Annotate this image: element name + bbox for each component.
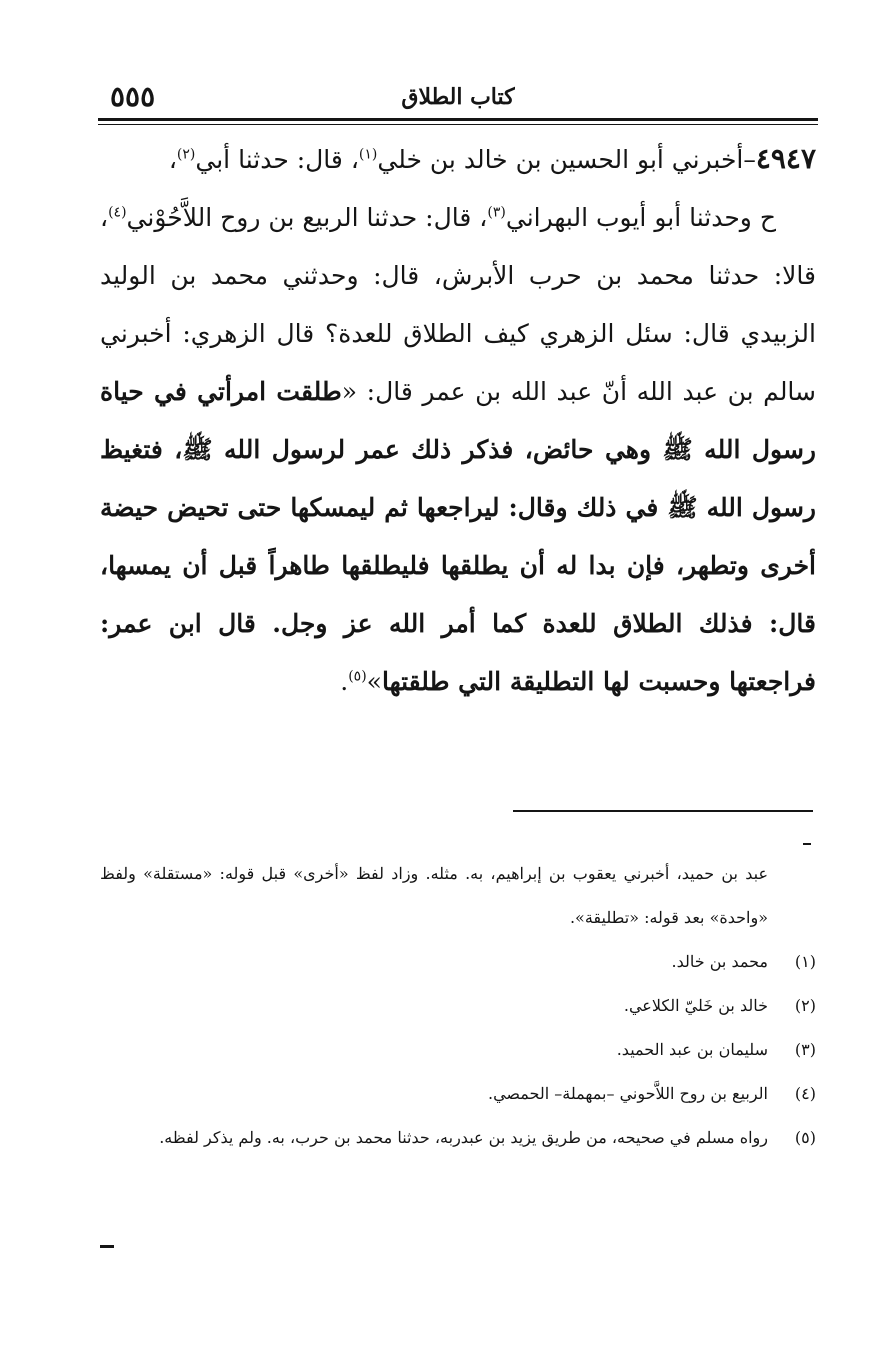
footnote-text: خالد بن خَليّ الكلاعي. bbox=[623, 996, 768, 1015]
footnote-ref-5: (٥) bbox=[348, 668, 367, 685]
footnote-ref-3: (٣) bbox=[487, 204, 506, 221]
hadith-opening bbox=[100, 130, 816, 189]
isnad-part-2: ، قال: حدثنا أبي bbox=[195, 145, 359, 174]
footnote-text: الربيع بن روح اللاَّحوني –بمهملة– الحمصي. bbox=[488, 1084, 768, 1103]
quote-close: » bbox=[366, 667, 382, 696]
footnote-continuation-mark bbox=[803, 843, 811, 845]
footnote-5 bbox=[100, 1116, 816, 1160]
footnote-continuation: عبد بن حميد، أخبرني يعقوب بن إبراهيم، به. مثله. وزاد لفظ «أخرى» قبل قوله: «مستقلة» ولفظ «واحدة» بعد قوله: «تطليقة». bbox=[100, 864, 768, 927]
footnote-mark: (١) bbox=[794, 952, 816, 971]
footnote-2 bbox=[100, 984, 816, 1028]
isnad-part-1: –أخبرني أبو الحسين بن خالد بن خلي bbox=[377, 145, 756, 174]
chapter-title: كتاب الطلاق bbox=[401, 84, 515, 110]
footnote-3 bbox=[100, 1028, 816, 1072]
header-rule-thick bbox=[98, 118, 818, 121]
isnad-part-4: ح وحدثنا أبو أيوب البهراني bbox=[505, 203, 776, 232]
running-header bbox=[100, 80, 816, 114]
header-rule-thin bbox=[98, 124, 818, 125]
footnote-4 bbox=[100, 1072, 816, 1116]
page-bottom-mark bbox=[100, 1245, 114, 1248]
isnad-part-5: ، قال: حدثنا الربيع بن روح اللاَّحُوْني bbox=[126, 203, 488, 232]
footnote-ref-4: (٤) bbox=[108, 204, 127, 221]
page-number: ٥٥٥ bbox=[110, 80, 156, 113]
footnote-text: سليمان بن عبد الحميد. bbox=[616, 1040, 768, 1059]
footnote-text: محمد بن خالد. bbox=[671, 952, 768, 971]
footnote-mark: (٤) bbox=[794, 1084, 816, 1103]
matn-text: طلقت امرأتي في حياة رسول الله ﷺ وهي حائض، فذكر ذلك عمر لرسول الله ﷺ، فتغيظ رسول الله ﷺ في ذلك وقال: ليراجعها ثم ليمسكها حتى تحيض حيضة أخرى وتطهر، فإن بدا له أن يطلقها فليطلقها طاهراً قبل أن يمسها، قال: فذلك الطلاق للعدة كما أمر الله عز وجل. قال ابن عمر: فراجعتها وحسبت لها التطليقة التي طلقتها bbox=[100, 377, 816, 696]
footnote-ref-2: (٢) bbox=[176, 146, 196, 163]
footnote-mark: (٣) bbox=[794, 1040, 816, 1059]
isnad-part-3: ، bbox=[168, 145, 177, 174]
footnote-1 bbox=[100, 940, 816, 984]
isnad-part-6: ، قالا: حدثنا محمد بن حرب الأبرش، قال: وحدثني محمد بن الوليد الزبيدي قال: سئل الزهري كيف الطلاق للعدة؟ قال الزهري: أخبرني سالم بن عبد الله أنّ عبد الله بن عمر قال: « bbox=[100, 203, 817, 406]
hadith-number: ٤٩٤٧ bbox=[755, 142, 816, 175]
hadith-body bbox=[100, 189, 816, 711]
footnote-mark: (٥) bbox=[794, 1128, 816, 1147]
footnotes bbox=[100, 852, 816, 1160]
footnote-mark: (٢) bbox=[794, 996, 816, 1015]
footnote-ref-1: (١) bbox=[358, 146, 378, 163]
hadith-end: . bbox=[340, 667, 349, 696]
footnote-separator bbox=[513, 810, 813, 812]
hadith-text bbox=[100, 130, 816, 711]
footnote-text: رواه مسلم في صحيحه، من طريق يزيد بن عبدربه، حدثنا محمد بن حرب، به. ولم يذكر لفظه. bbox=[159, 1128, 768, 1147]
